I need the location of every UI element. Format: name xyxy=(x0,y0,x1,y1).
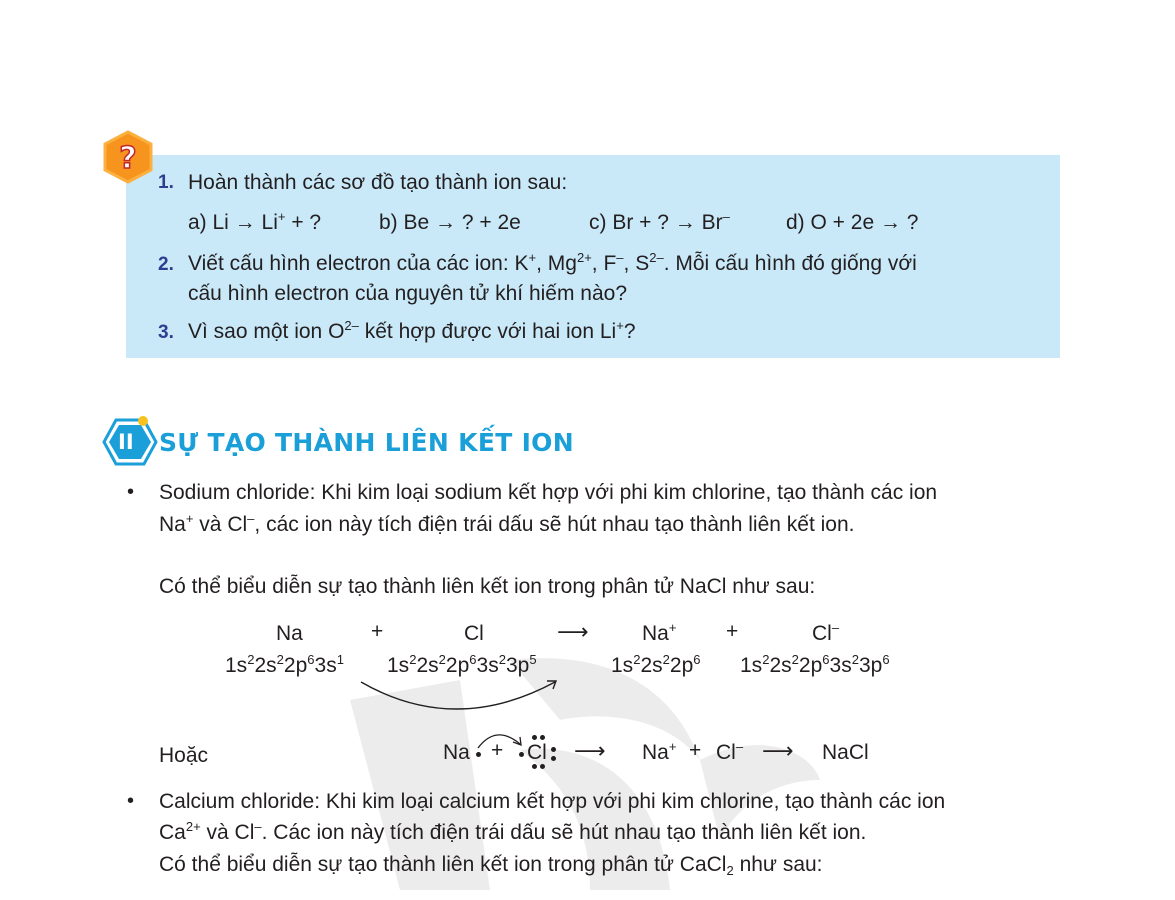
scheme-arrow: ⟶ xyxy=(557,620,589,645)
question-2-line-1: Viết cấu hình electron của các ion: K+, $Mg^{2+}$, F–, $S^{2-}$. Mỗi cấu hình đó giống với xyxy=(188,249,917,275)
lewis-cl-dot-top1 xyxy=(532,735,537,740)
scheme-plus-2: + xyxy=(726,620,739,643)
question-2-line-2: cấu hình electron của nguyên tử khí hiếm nào? xyxy=(188,282,628,305)
question-1-text: Hoàn thành các sơ đồ tạo thành ion sau: xyxy=(188,171,568,194)
question-hexagon-icon xyxy=(101,128,155,186)
lewis-na-electron xyxy=(476,752,481,757)
svg-text:?: ? xyxy=(119,141,137,176)
lewis-cl-dot-left xyxy=(519,752,524,757)
paragraph-2-line-1: Calcium chloride: Khi kim loại calcium kết hợp với phi kim chlorine, tạo thành các ion xyxy=(159,790,946,813)
section-title: SỰ TẠO THÀNH LIÊN KẾT ION xyxy=(159,428,574,457)
scheme-na: Na xyxy=(276,622,303,645)
lewis-cl-ion: Cl– xyxy=(716,738,744,764)
lewis-cl-dot-bot1 xyxy=(532,764,537,769)
lewis-cl-dot-top2 xyxy=(540,735,545,740)
bullet-1: • xyxy=(127,481,135,503)
config-na: $1s^22s^22p^63s^1$ xyxy=(225,651,344,677)
question-3-text: Vì sao một ion $O^{2-}$ kết hợp được với hai ion Li+? xyxy=(188,317,636,343)
paragraph-2-line-2: $Ca^{2+}$ và Cl–. Các ion này tích điện trái dấu sẽ hút nhau tạo thành liên kết ion. xyxy=(159,818,867,844)
lewis-cl-dot-right2 xyxy=(551,756,556,761)
lewis-na-ion: Na+ xyxy=(642,738,677,764)
paragraph-1-line-3: Có thể biểu diễn sự tạo thành liên kết ion trong phân tử NaCl như sau: xyxy=(159,575,816,598)
lewis-arrow-1: ⟶ xyxy=(574,739,606,764)
config-cl-ion: $1s^22s^22p^63s^23p^6$ xyxy=(740,651,890,677)
question-3-number: 3. xyxy=(158,322,174,343)
config-cl: $1s^22s^22p^63s^23p^5$ xyxy=(387,651,537,677)
scheme-cl: Cl xyxy=(464,622,484,645)
subitem-a: a) Li → Li+ + ? xyxy=(188,208,322,234)
question-1-number: 1. xyxy=(158,172,174,193)
electron-transfer-arrow xyxy=(355,676,570,716)
question-1-subitems xyxy=(188,208,322,235)
subitem-b: b) Be → ? + 2e xyxy=(379,211,521,234)
scheme-plus-1: + xyxy=(371,620,384,643)
paragraph-1-line-1: Sodium chloride: Khi kim loại sodium kết hợp với phi kim chlorine, tạo thành các ion xyxy=(159,481,938,504)
lewis-cl: Cl xyxy=(527,741,547,764)
lewis-na: Na xyxy=(443,741,470,764)
subitem-c: c) Br + ? → Br– xyxy=(589,208,730,234)
lewis-arrow-2: ⟶ xyxy=(762,739,794,764)
hoac-label: Hoặc xyxy=(159,744,209,767)
config-na-ion: $1s^22s^22p^6$ xyxy=(611,651,701,677)
lewis-transfer-arrow xyxy=(474,728,530,752)
bullet-2: • xyxy=(127,790,135,812)
subitem-d: d) O + 2e → ? xyxy=(786,211,919,234)
lewis-cl-dot-right1 xyxy=(551,747,556,752)
paragraph-1-line-2: Na+ và Cl–, các ion này tích điện trái dấu sẽ hút nhau tạo thành liên kết ion. xyxy=(159,510,855,536)
lewis-cl-dot-bot2 xyxy=(540,764,545,769)
lewis-plus-2: + xyxy=(689,739,702,762)
lewis-nacl: NaCl xyxy=(822,741,869,764)
lewis-plus: + xyxy=(491,739,504,762)
section-numeral: II xyxy=(118,430,134,454)
paragraph-2-line-3: Có thể biểu diễn sự tạo thành liên kết ion trong phân tử CaCl$_2$ như sau: xyxy=(159,853,823,878)
scheme-cl-ion: Cl– xyxy=(812,619,840,645)
question-2-number: 2. xyxy=(158,254,174,275)
scheme-na-ion: Na+ xyxy=(642,619,677,645)
